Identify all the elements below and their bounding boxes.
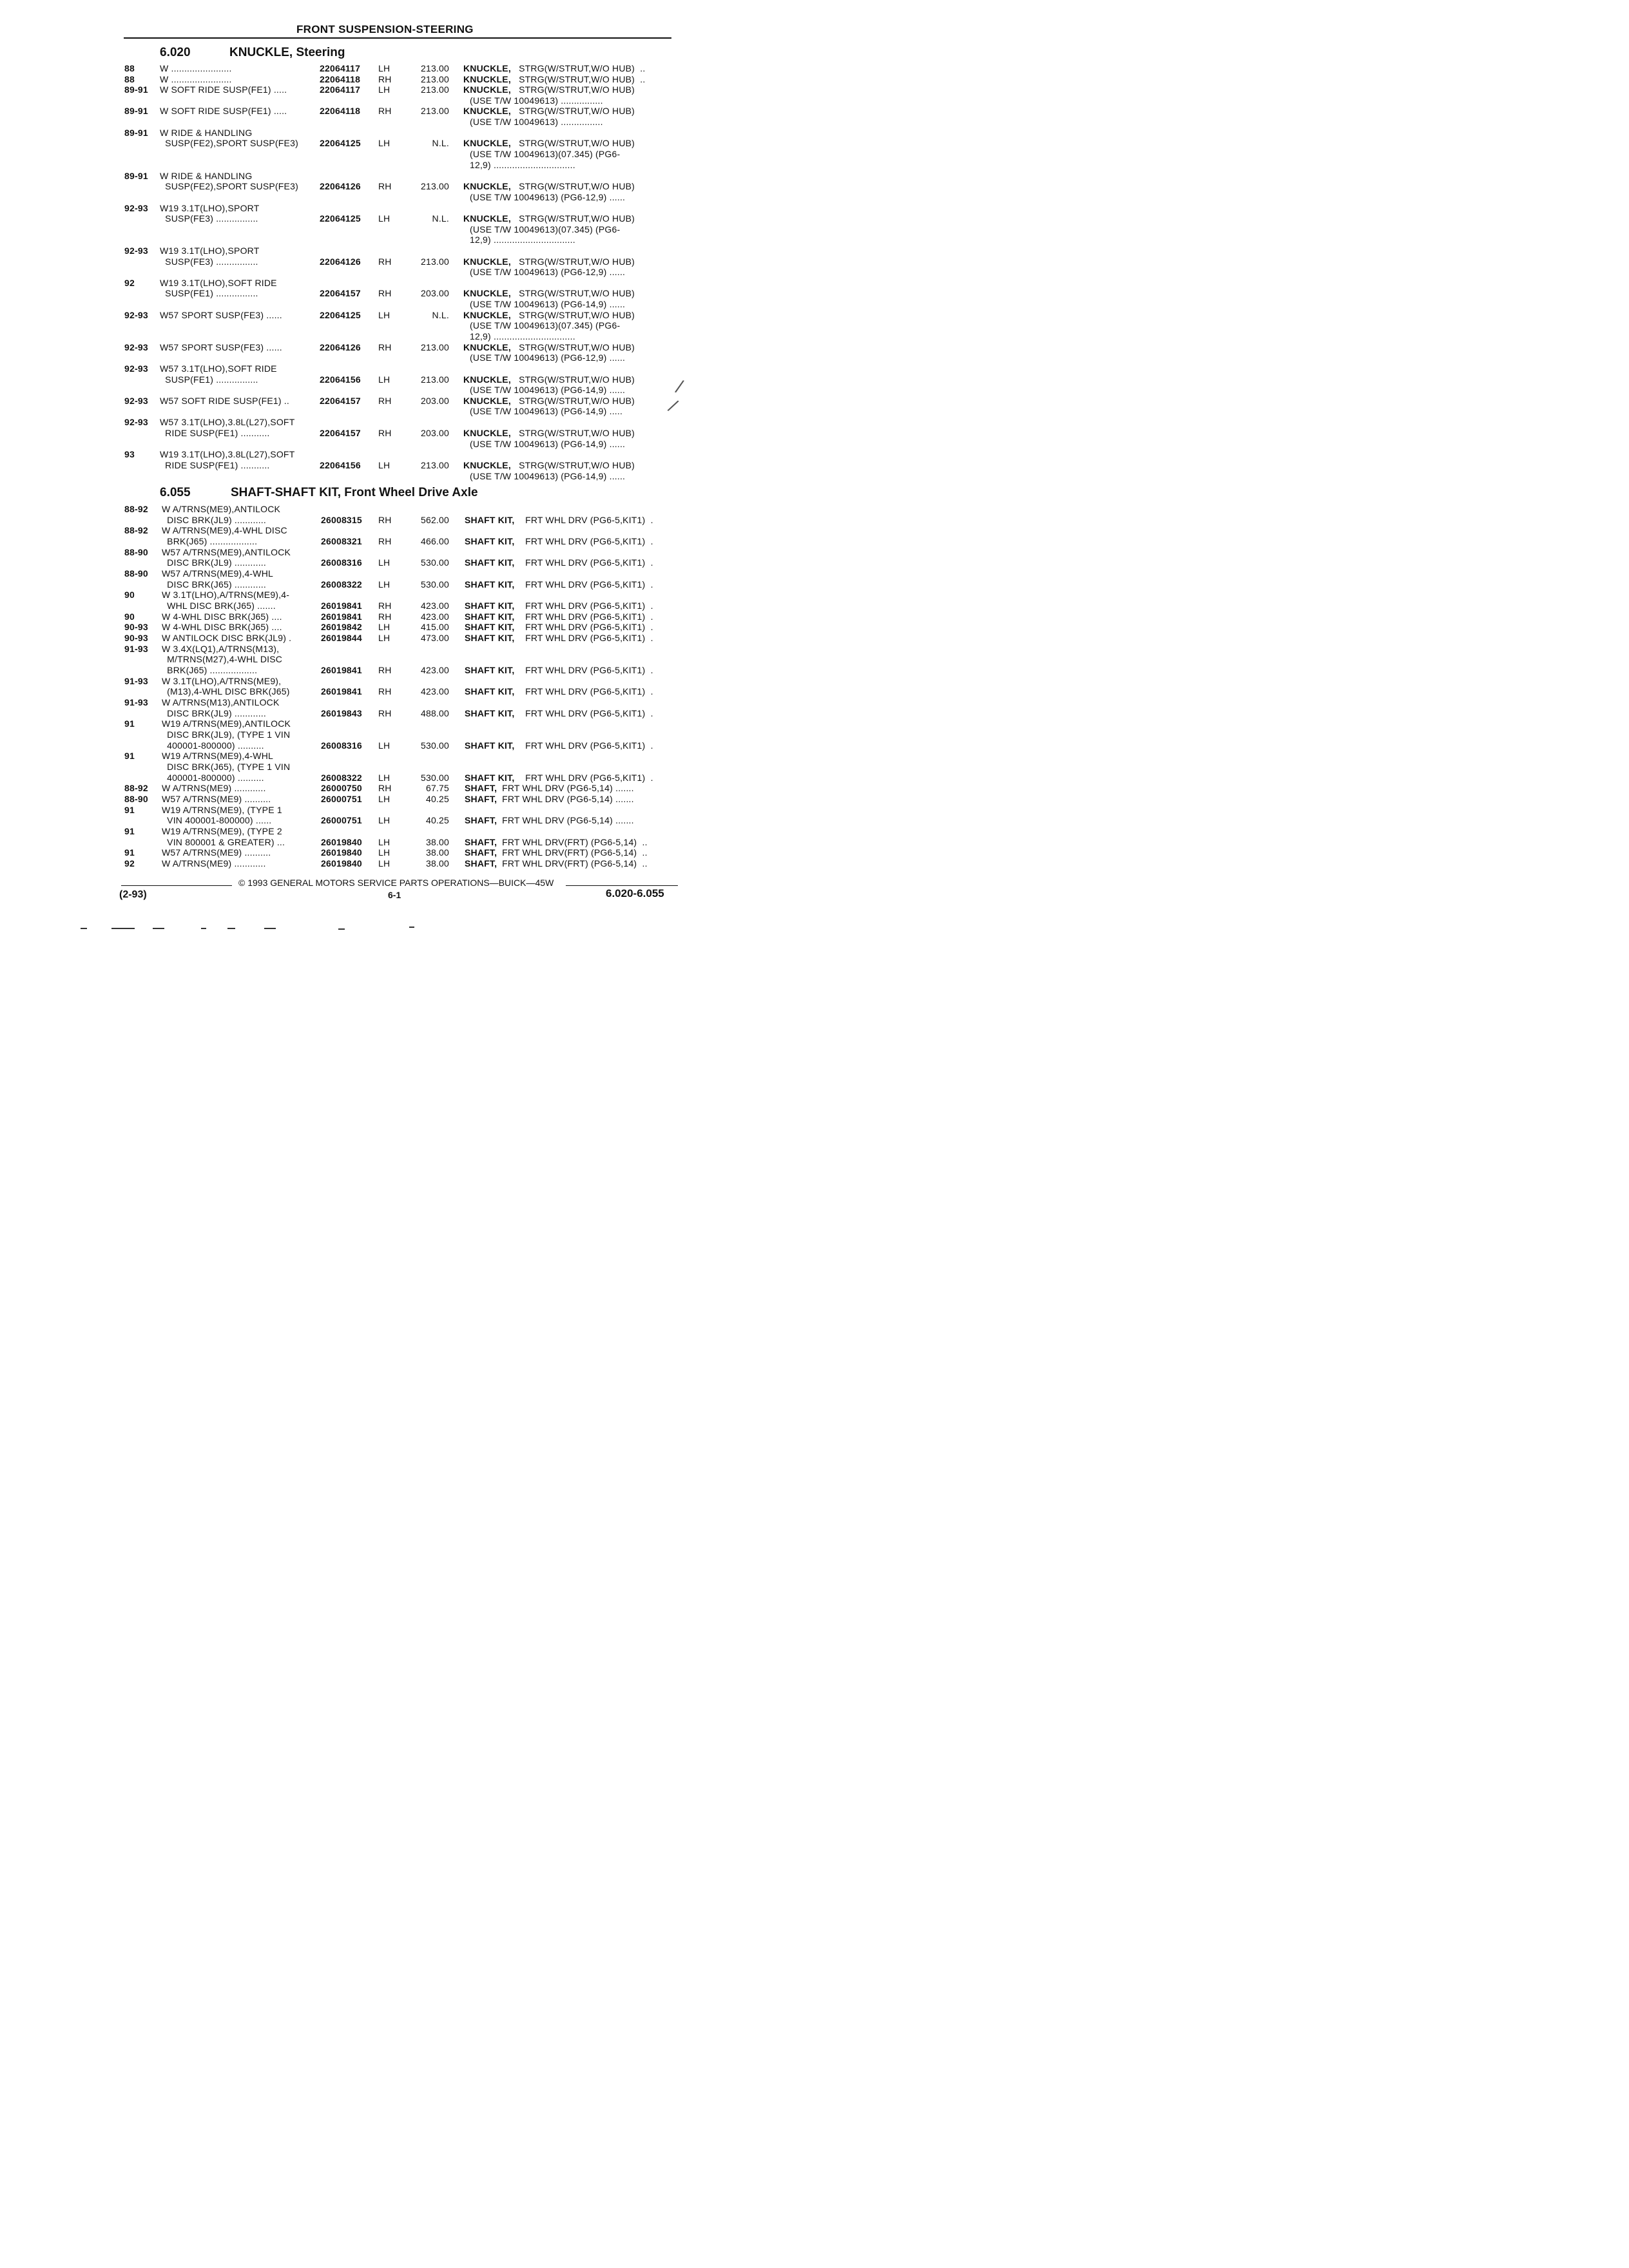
part-name: SHAFT KIT, bbox=[465, 686, 515, 697]
model-description: WHL DISC BRK(J65) ....... bbox=[162, 601, 276, 611]
model-description: DISC BRK(JL9) ............ bbox=[162, 708, 266, 718]
part-detail: STRG(W/STRUT,W/O HUB) bbox=[516, 288, 635, 298]
model-year: 90 bbox=[124, 611, 135, 622]
part-detail: (USE T/W 10049613)(07.345) (PG6- bbox=[470, 320, 621, 331]
model-description: W ANTILOCK DISC BRK(JL9) . bbox=[162, 633, 292, 643]
list-price: 530.00 bbox=[420, 557, 449, 568]
part-name: KNUCKLE, bbox=[463, 213, 511, 224]
model-year: 88-90 bbox=[124, 568, 148, 579]
list-price: 40.25 bbox=[425, 794, 449, 804]
model-description: SUSP(FE2),SPORT SUSP(FE3) bbox=[160, 181, 298, 191]
part-name: KNUCKLE, bbox=[463, 396, 511, 406]
side-code: LH bbox=[378, 633, 390, 643]
part-name: SHAFT KIT, bbox=[465, 557, 515, 568]
part-detail: STRG(W/STRUT,W/O HUB) bbox=[516, 374, 635, 385]
list-price: 40.25 bbox=[425, 815, 449, 825]
scan-smudge bbox=[111, 928, 135, 929]
part-detail: 12,9) ............................... bbox=[470, 160, 575, 170]
part-detail: STRG(W/STRUT,W/O HUB) .. bbox=[516, 74, 646, 84]
part-detail: (USE T/W 10049613)(07.345) (PG6- bbox=[470, 224, 621, 235]
model-description: 400001-800000) .......... bbox=[162, 773, 264, 783]
model-description: SUSP(FE3) ................ bbox=[160, 213, 258, 224]
part-name: SHAFT KIT, bbox=[465, 708, 515, 718]
part-name: KNUCKLE, bbox=[463, 428, 511, 438]
part-detail: (USE T/W 10049613) (PG6-14,9) ..... bbox=[470, 406, 623, 416]
part-detail: FRT WHL DRV (PG6-5,KIT1) . bbox=[523, 665, 653, 675]
model-description: RIDE SUSP(FE1) ........... bbox=[160, 460, 270, 470]
margin-pen-stroke: / bbox=[673, 376, 686, 397]
side-code: RH bbox=[378, 783, 392, 793]
list-price: 423.00 bbox=[420, 686, 449, 697]
list-price: 213.00 bbox=[420, 63, 449, 73]
part-name: SHAFT KIT, bbox=[465, 740, 515, 751]
part-detail: FRT WHL DRV(FRT) (PG6-5,14) .. bbox=[499, 858, 648, 869]
model-description: W RIDE & HANDLING bbox=[160, 128, 253, 138]
part-name: SHAFT KIT, bbox=[465, 622, 515, 632]
model-description: W57 SOFT RIDE SUSP(FE1) .. bbox=[160, 396, 289, 406]
model-description: VIN 800001 & GREATER) ... bbox=[162, 837, 285, 847]
model-description: W57 A/TRNS(ME9) .......... bbox=[162, 794, 271, 804]
side-code: RH bbox=[378, 396, 392, 406]
model-description: DISC BRK(JL9) ............ bbox=[162, 557, 266, 568]
model-description: DISC BRK(JL9), (TYPE 1 VIN bbox=[162, 729, 291, 740]
part-detail: (USE T/W 10049613) (PG6-14,9) ...... bbox=[470, 385, 626, 395]
side-code: LH bbox=[378, 310, 390, 320]
scan-smudge bbox=[227, 928, 235, 929]
model-description: W SOFT RIDE SUSP(FE1) ..... bbox=[160, 106, 287, 116]
list-price: 213.00 bbox=[420, 460, 449, 470]
side-code: LH bbox=[378, 63, 390, 73]
part-detail: (USE T/W 10049613) (PG6-14,9) ...... bbox=[470, 471, 626, 481]
part-number: 22064118 bbox=[320, 74, 361, 84]
part-name: SHAFT, bbox=[465, 815, 497, 825]
model-description: BRK(J65) .................. bbox=[162, 536, 258, 546]
list-price: 38.00 bbox=[425, 847, 449, 858]
part-detail: FRT WHL DRV(FRT) (PG6-5,14) .. bbox=[499, 847, 648, 858]
side-code: LH bbox=[378, 138, 390, 148]
part-number: 26019842 bbox=[321, 622, 362, 632]
side-code: RH bbox=[378, 665, 392, 675]
part-number: 26008316 bbox=[321, 557, 362, 568]
side-code: RH bbox=[378, 106, 392, 116]
part-number: 26000750 bbox=[321, 783, 362, 793]
model-year: 92-93 bbox=[124, 245, 148, 256]
list-price: 203.00 bbox=[420, 428, 449, 438]
model-year: 91 bbox=[124, 805, 135, 815]
model-year: 92-93 bbox=[124, 203, 148, 213]
model-description: W 3.1T(LHO),A/TRNS(ME9), bbox=[162, 676, 282, 686]
model-year: 92-93 bbox=[124, 396, 148, 406]
part-number: 22064117 bbox=[320, 84, 361, 95]
part-detail: FRT WHL DRV (PG6-5,KIT1) . bbox=[523, 773, 653, 783]
model-description: W19 A/TRNS(ME9), (TYPE 2 bbox=[162, 826, 282, 836]
model-year: 88 bbox=[124, 74, 135, 84]
model-year: 92 bbox=[124, 278, 135, 288]
side-code: LH bbox=[378, 579, 390, 590]
part-detail: FRT WHL DRV (PG6-5,KIT1) . bbox=[523, 633, 653, 643]
list-price: 562.00 bbox=[420, 515, 449, 525]
side-code: RH bbox=[378, 342, 392, 352]
model-year: 92-93 bbox=[124, 342, 148, 352]
model-description: W SOFT RIDE SUSP(FE1) ..... bbox=[160, 84, 287, 95]
model-year: 91 bbox=[124, 826, 135, 836]
part-detail: STRG(W/STRUT,W/O HUB) bbox=[516, 460, 635, 470]
list-price: 530.00 bbox=[420, 773, 449, 783]
part-number: 22064126 bbox=[320, 181, 361, 191]
model-description: W ....................... bbox=[160, 63, 232, 73]
part-number: 26019843 bbox=[321, 708, 362, 718]
model-description: W19 3.1T(LHO),SPORT bbox=[160, 245, 260, 256]
part-number: 22064157 bbox=[320, 428, 361, 438]
part-number: 26019841 bbox=[321, 611, 362, 622]
model-year: 91 bbox=[124, 718, 135, 729]
model-description: W19 A/TRNS(ME9), (TYPE 1 bbox=[162, 805, 282, 815]
section-number: 6.020 bbox=[160, 46, 191, 59]
list-price: 488.00 bbox=[420, 708, 449, 718]
model-year: 92-93 bbox=[124, 310, 148, 320]
model-description: SUSP(FE2),SPORT SUSP(FE3) bbox=[160, 138, 298, 148]
side-code: RH bbox=[378, 601, 392, 611]
part-detail: STRG(W/STRUT,W/O HUB) bbox=[516, 342, 635, 352]
part-detail: (USE T/W 10049613) (PG6-14,9) ...... bbox=[470, 299, 626, 309]
list-price: 38.00 bbox=[425, 837, 449, 847]
part-name: SHAFT KIT, bbox=[465, 601, 515, 611]
model-description: W57 SPORT SUSP(FE3) ...... bbox=[160, 342, 282, 352]
part-detail: (USE T/W 10049613) (PG6-12,9) ...... bbox=[470, 192, 626, 202]
section-number: 6.055 bbox=[160, 486, 191, 499]
model-description: DISC BRK(J65) ............ bbox=[162, 579, 266, 590]
part-number: 26008322 bbox=[321, 579, 362, 590]
model-description: W 4-WHL DISC BRK(J65) .... bbox=[162, 611, 282, 622]
part-name: SHAFT KIT, bbox=[465, 633, 515, 643]
margin-pen-stroke: / bbox=[666, 396, 680, 416]
model-description: W57 3.1T(LHO),SOFT RIDE bbox=[160, 363, 277, 374]
model-year: 88-92 bbox=[124, 783, 148, 793]
part-detail: STRG(W/STRUT,W/O HUB) bbox=[516, 106, 635, 116]
model-year: 91-93 bbox=[124, 697, 148, 707]
model-year: 89-91 bbox=[124, 171, 148, 181]
model-year: 91-93 bbox=[124, 676, 148, 686]
part-detail: 12,9) ............................... bbox=[470, 235, 575, 245]
scan-smudge bbox=[153, 928, 164, 929]
model-description: W 4-WHL DISC BRK(J65) .... bbox=[162, 622, 282, 632]
part-detail: STRG(W/STRUT,W/O HUB) bbox=[516, 428, 635, 438]
part-name: SHAFT KIT, bbox=[465, 773, 515, 783]
model-year: 92 bbox=[124, 858, 135, 869]
list-price: N.L. bbox=[432, 310, 449, 320]
part-name: SHAFT KIT, bbox=[465, 515, 515, 525]
part-detail: STRG(W/STRUT,W/O HUB) bbox=[516, 256, 635, 267]
part-number: 26008316 bbox=[321, 740, 362, 751]
model-year: 92-93 bbox=[124, 363, 148, 374]
model-description: W A/TRNS(ME9),ANTILOCK bbox=[162, 504, 281, 514]
part-number: 26019840 bbox=[321, 847, 362, 858]
list-price: 213.00 bbox=[420, 342, 449, 352]
model-description: W A/TRNS(ME9) ............ bbox=[162, 783, 266, 793]
model-description: W A/TRNS(ME9) ............ bbox=[162, 858, 266, 869]
footer-section-range: 6.020-6.055 bbox=[606, 887, 664, 899]
list-price: 466.00 bbox=[420, 536, 449, 546]
side-code: LH bbox=[378, 460, 390, 470]
part-detail: (USE T/W 10049613)(07.345) (PG6- bbox=[470, 149, 621, 159]
part-name: SHAFT KIT, bbox=[465, 536, 515, 546]
side-code: RH bbox=[378, 515, 392, 525]
part-detail: STRG(W/STRUT,W/O HUB) bbox=[516, 181, 635, 191]
model-year: 90-93 bbox=[124, 622, 148, 632]
model-description: SUSP(FE1) ................ bbox=[160, 374, 258, 385]
side-code: LH bbox=[378, 815, 390, 825]
part-name: SHAFT, bbox=[465, 794, 497, 804]
scan-smudge bbox=[201, 928, 206, 929]
part-name: SHAFT KIT, bbox=[465, 611, 515, 622]
model-description: 400001-800000) .......... bbox=[162, 740, 264, 751]
side-code: RH bbox=[378, 288, 392, 298]
model-description: BRK(J65) .................. bbox=[162, 665, 258, 675]
side-code: LH bbox=[378, 837, 390, 847]
model-description: (M13),4-WHL DISC BRK(J65) bbox=[162, 686, 290, 697]
side-code: RH bbox=[378, 611, 392, 622]
footer-rule-right bbox=[566, 885, 678, 886]
part-number: 22064156 bbox=[320, 460, 361, 470]
model-description: W ....................... bbox=[160, 74, 232, 84]
side-code: RH bbox=[378, 708, 392, 718]
model-description: W19 A/TRNS(ME9),ANTILOCK bbox=[162, 718, 291, 729]
part-detail: STRG(W/STRUT,W/O HUB) bbox=[516, 310, 635, 320]
list-price: 213.00 bbox=[420, 374, 449, 385]
model-year: 88-90 bbox=[124, 547, 148, 557]
part-number: 26019841 bbox=[321, 665, 362, 675]
part-number: 26000751 bbox=[321, 815, 362, 825]
part-number: 26008322 bbox=[321, 773, 362, 783]
side-code: LH bbox=[378, 622, 390, 632]
model-year: 89-91 bbox=[124, 106, 148, 116]
scan-smudge bbox=[81, 928, 87, 929]
side-code: RH bbox=[378, 428, 392, 438]
part-number: 22064156 bbox=[320, 374, 361, 385]
list-price: 423.00 bbox=[420, 665, 449, 675]
model-description: W57 SPORT SUSP(FE3) ...... bbox=[160, 310, 282, 320]
model-description: DISC BRK(J65), (TYPE 1 VIN bbox=[162, 762, 291, 772]
side-code: LH bbox=[378, 794, 390, 804]
side-code: LH bbox=[378, 847, 390, 858]
part-detail: STRG(W/STRUT,W/O HUB) bbox=[516, 84, 635, 95]
part-name: KNUCKLE, bbox=[463, 374, 511, 385]
footer-date: (2-93) bbox=[119, 889, 147, 900]
list-price: 213.00 bbox=[420, 181, 449, 191]
page-header-title: FRONT SUSPENSION-STEERING bbox=[296, 23, 474, 35]
list-price: 473.00 bbox=[420, 633, 449, 643]
part-number: 26000751 bbox=[321, 794, 362, 804]
model-year: 89-91 bbox=[124, 128, 148, 138]
part-detail: FRT WHL DRV (PG6-5,KIT1) . bbox=[523, 622, 653, 632]
part-detail: (USE T/W 10049613) (PG6-14,9) ...... bbox=[470, 439, 626, 449]
list-price: 213.00 bbox=[420, 74, 449, 84]
part-number: 22064157 bbox=[320, 288, 361, 298]
model-description: VIN 400001-800000) ...... bbox=[162, 815, 272, 825]
list-price: 203.00 bbox=[420, 396, 449, 406]
part-name: KNUCKLE, bbox=[463, 74, 511, 84]
part-number: 26008321 bbox=[321, 536, 362, 546]
model-year: 88-92 bbox=[124, 525, 148, 535]
model-year: 88 bbox=[124, 63, 135, 73]
part-detail: 12,9) ............................... bbox=[470, 331, 575, 341]
list-price: N.L. bbox=[432, 213, 449, 224]
part-detail: (USE T/W 10049613) ................ bbox=[470, 117, 603, 127]
model-year: 91-93 bbox=[124, 644, 148, 654]
part-detail: FRT WHL DRV (PG6-5,KIT1) . bbox=[523, 601, 653, 611]
part-name: KNUCKLE, bbox=[463, 288, 511, 298]
part-name: KNUCKLE, bbox=[463, 310, 511, 320]
part-detail: (USE T/W 10049613) (PG6-12,9) ...... bbox=[470, 352, 626, 363]
part-detail: FRT WHL DRV (PG6-5,KIT1) . bbox=[523, 536, 653, 546]
list-price: 423.00 bbox=[420, 601, 449, 611]
model-description: W A/TRNS(M13),ANTILOCK bbox=[162, 697, 280, 707]
part-number: 22064117 bbox=[320, 63, 361, 73]
model-description: W57 A/TRNS(ME9) .......... bbox=[162, 847, 271, 858]
footer-copyright: © 1993 GENERAL MOTORS SERVICE PARTS OPERATIONS—BUICK—45W bbox=[238, 878, 554, 888]
part-number: 26019844 bbox=[321, 633, 362, 643]
model-description: W57 A/TRNS(ME9),4-WHL bbox=[162, 568, 273, 579]
part-number: 26019840 bbox=[321, 858, 362, 869]
scan-smudge bbox=[264, 928, 276, 929]
part-detail: STRG(W/STRUT,W/O HUB) bbox=[516, 138, 635, 148]
part-name: KNUCKLE, bbox=[463, 460, 511, 470]
model-description: RIDE SUSP(FE1) ........... bbox=[160, 428, 270, 438]
model-year: 90 bbox=[124, 590, 135, 600]
part-name: SHAFT, bbox=[465, 783, 497, 793]
model-description: W19 3.1T(LHO),SPORT bbox=[160, 203, 260, 213]
part-detail: FRT WHL DRV (PG6-5,14) ....... bbox=[499, 783, 634, 793]
model-description: W A/TRNS(ME9),4-WHL DISC bbox=[162, 525, 287, 535]
header-rule bbox=[124, 37, 671, 39]
list-price: 67.75 bbox=[425, 783, 449, 793]
part-name: KNUCKLE, bbox=[463, 106, 511, 116]
list-price: 203.00 bbox=[420, 288, 449, 298]
model-description: W57 A/TRNS(ME9),ANTILOCK bbox=[162, 547, 291, 557]
part-name: SHAFT, bbox=[465, 858, 497, 869]
part-detail: FRT WHL DRV (PG6-5,KIT1) . bbox=[523, 515, 653, 525]
model-description: W19 A/TRNS(ME9),4-WHL bbox=[162, 751, 273, 761]
part-detail: FRT WHL DRV (PG6-5,14) ....... bbox=[499, 815, 634, 825]
part-detail: STRG(W/STRUT,W/O HUB) bbox=[516, 396, 635, 406]
part-number: 22064125 bbox=[320, 213, 361, 224]
model-description: W 3.1T(LHO),A/TRNS(ME9),4- bbox=[162, 590, 290, 600]
model-year: 88-90 bbox=[124, 794, 148, 804]
part-number: 22064157 bbox=[320, 396, 361, 406]
list-price: 38.00 bbox=[425, 858, 449, 869]
part-detail: FRT WHL DRV (PG6-5,14) ....... bbox=[499, 794, 634, 804]
side-code: RH bbox=[378, 74, 392, 84]
part-name: KNUCKLE, bbox=[463, 181, 511, 191]
part-detail: FRT WHL DRV (PG6-5,KIT1) . bbox=[523, 740, 653, 751]
part-detail: FRT WHL DRV (PG6-5,KIT1) . bbox=[523, 708, 653, 718]
side-code: LH bbox=[378, 858, 390, 869]
part-name: SHAFT KIT, bbox=[465, 665, 515, 675]
side-code: RH bbox=[378, 256, 392, 267]
part-detail: FRT WHL DRV(FRT) (PG6-5,14) .. bbox=[499, 837, 648, 847]
model-description: W57 3.1T(LHO),3.8L(L27),SOFT bbox=[160, 417, 295, 427]
part-name: SHAFT, bbox=[465, 837, 497, 847]
list-price: N.L. bbox=[432, 138, 449, 148]
model-year: 91 bbox=[124, 751, 135, 761]
part-name: KNUCKLE, bbox=[463, 84, 511, 95]
part-detail: STRG(W/STRUT,W/O HUB) bbox=[516, 213, 635, 224]
part-detail: STRG(W/STRUT,W/O HUB) .. bbox=[516, 63, 646, 73]
model-description: M/TRNS(M27),4-WHL DISC bbox=[162, 654, 283, 664]
side-code: RH bbox=[378, 181, 392, 191]
model-year: 91 bbox=[124, 847, 135, 858]
part-detail: (USE T/W 10049613) (PG6-12,9) ...... bbox=[470, 267, 626, 277]
scan-smudge bbox=[338, 928, 345, 930]
model-description: SUSP(FE3) ................ bbox=[160, 256, 258, 267]
part-detail: FRT WHL DRV (PG6-5,KIT1) . bbox=[523, 611, 653, 622]
model-description: W RIDE & HANDLING bbox=[160, 171, 253, 181]
footer-rule-left bbox=[121, 885, 232, 886]
part-name: KNUCKLE, bbox=[463, 342, 511, 352]
model-year: 93 bbox=[124, 449, 135, 459]
part-number: 22064118 bbox=[320, 106, 361, 116]
model-description: DISC BRK(JL9) ............ bbox=[162, 515, 266, 525]
side-code: RH bbox=[378, 536, 392, 546]
model-year: 90-93 bbox=[124, 633, 148, 643]
side-code: LH bbox=[378, 773, 390, 783]
part-name: KNUCKLE, bbox=[463, 63, 511, 73]
model-description: W19 3.1T(LHO),SOFT RIDE bbox=[160, 278, 277, 288]
list-price: 530.00 bbox=[420, 579, 449, 590]
model-year: 92-93 bbox=[124, 417, 148, 427]
part-number: 26019841 bbox=[321, 686, 362, 697]
list-price: 213.00 bbox=[420, 84, 449, 95]
part-detail: (USE T/W 10049613) ................ bbox=[470, 95, 603, 106]
section-name: SHAFT-SHAFT KIT, Front Wheel Drive Axle bbox=[231, 486, 478, 499]
side-code: RH bbox=[378, 686, 392, 697]
side-code: LH bbox=[378, 740, 390, 751]
part-number: 22064126 bbox=[320, 256, 361, 267]
list-price: 213.00 bbox=[420, 256, 449, 267]
model-year: 88-92 bbox=[124, 504, 148, 514]
footer-page-number: 6-1 bbox=[388, 890, 401, 900]
part-name: SHAFT, bbox=[465, 847, 497, 858]
part-name: KNUCKLE, bbox=[463, 138, 511, 148]
part-detail: FRT WHL DRV (PG6-5,KIT1) . bbox=[523, 579, 653, 590]
part-number: 26019841 bbox=[321, 601, 362, 611]
part-number: 26019840 bbox=[321, 837, 362, 847]
model-description: SUSP(FE1) ................ bbox=[160, 288, 258, 298]
part-number: 22064125 bbox=[320, 310, 361, 320]
part-name: SHAFT KIT, bbox=[465, 579, 515, 590]
scan-smudge bbox=[409, 927, 414, 928]
model-description: W 3.4X(LQ1),A/TRNS(M13), bbox=[162, 644, 280, 654]
list-price: 415.00 bbox=[420, 622, 449, 632]
side-code: LH bbox=[378, 84, 390, 95]
list-price: 530.00 bbox=[420, 740, 449, 751]
part-detail: FRT WHL DRV (PG6-5,KIT1) . bbox=[523, 686, 653, 697]
model-year: 89-91 bbox=[124, 84, 148, 95]
part-detail: FRT WHL DRV (PG6-5,KIT1) . bbox=[523, 557, 653, 568]
list-price: 423.00 bbox=[420, 611, 449, 622]
part-number: 26008315 bbox=[321, 515, 362, 525]
part-number: 22064125 bbox=[320, 138, 361, 148]
model-description: W19 3.1T(LHO),3.8L(L27),SOFT bbox=[160, 449, 295, 459]
part-number: 22064126 bbox=[320, 342, 361, 352]
side-code: LH bbox=[378, 213, 390, 224]
side-code: LH bbox=[378, 557, 390, 568]
list-price: 213.00 bbox=[420, 106, 449, 116]
section-name: KNUCKLE, Steering bbox=[229, 46, 345, 59]
part-name: KNUCKLE, bbox=[463, 256, 511, 267]
side-code: LH bbox=[378, 374, 390, 385]
